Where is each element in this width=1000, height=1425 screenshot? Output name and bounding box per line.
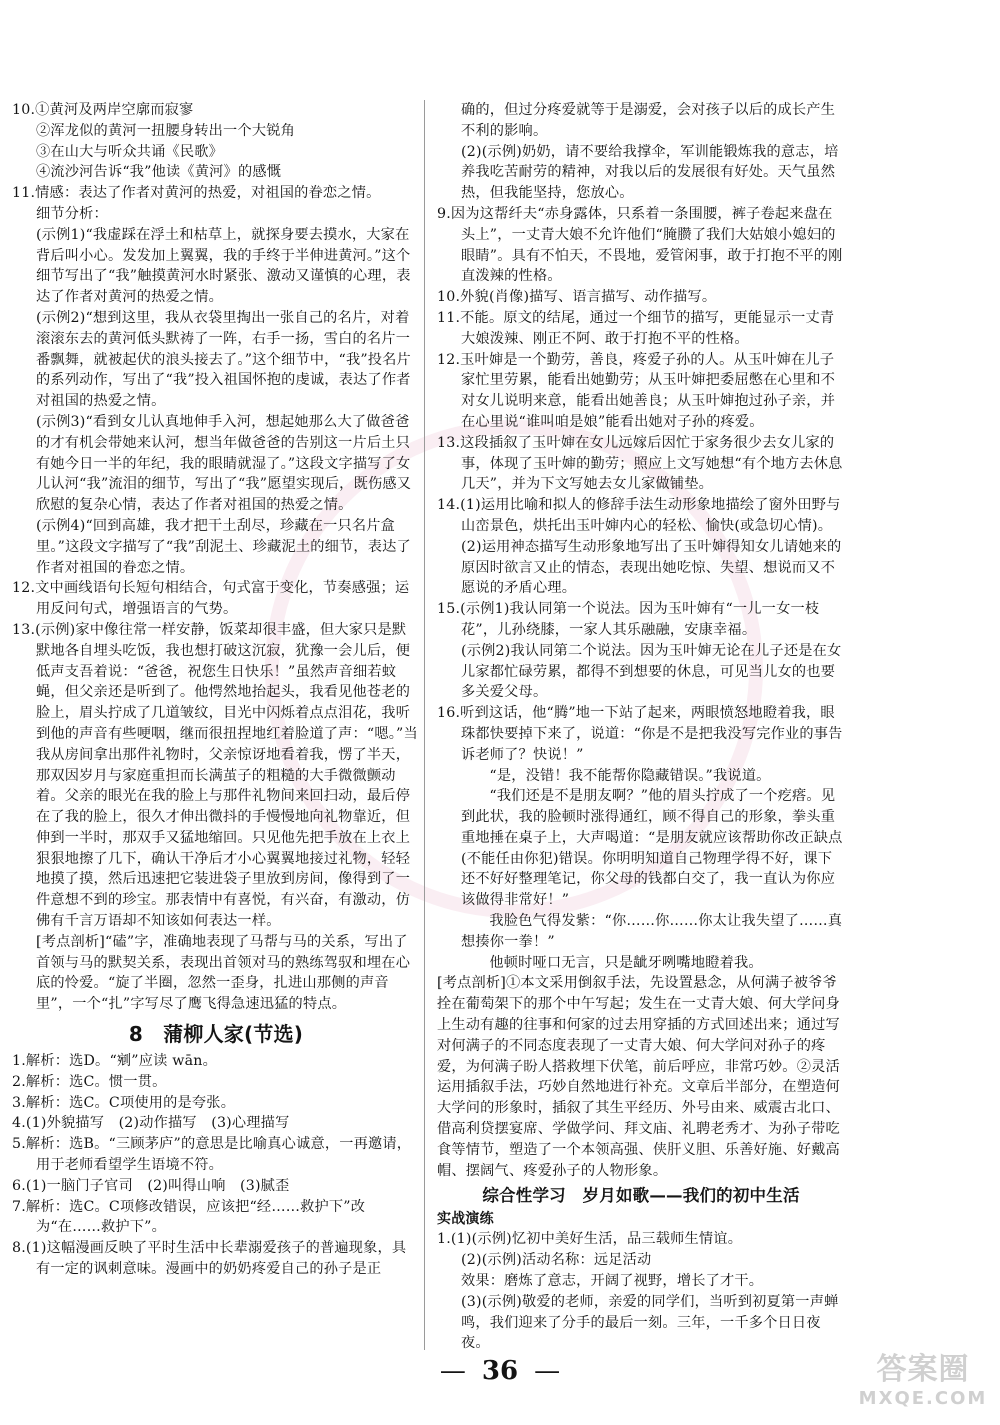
answer-16: 16.听到这话，他“腾”地一下站了起来，两眼愤怒地瞪着我，眼珠都快要掉下来了，说道：“你是不是把我没写完作业的事告诉老师了？快说！” [437, 705, 843, 763]
example-paragraph: (示例4)“回到高雄，我才把干土刮尽，珍藏在一只名片盒里。”这段文字描写了“我”刮泥土、珍藏泥土的细节，表达了作者对祖国的眷恋之情。 [36, 517, 411, 576]
practice-label: 实战演练 [437, 1211, 494, 1228]
answer-s8-2: 2.解析：选C。惯一贯。 [12, 1073, 167, 1090]
answer-11 [12, 183, 420, 578]
answer-12: 12.文中画线语句长短句相结合，句式富于变化，节奏感强；运用反问句式，增强语言的气势。 [12, 580, 410, 618]
answer-8-2: (2)(示例)奶奶，请不要给我撑伞，军训能锻炼我的意志，培养我吃苦耐劳的精神，对我以后的发展很有好处。天气虽然热，但我能坚持，您放心。 [461, 143, 839, 202]
right-column [437, 100, 845, 1354]
answer-8-continued: 确的，但过分疼爱就等于是溺爱，会对孩子以后的成长产生不利的影响。 [461, 102, 836, 139]
section-title-8: 8 蒲柳人家(节选) [128, 1022, 304, 1047]
watermark-logo-url: MXQE.COM [858, 1388, 988, 1409]
answer-s8-7: 7.解析：选C。C项修改错误，应该把“经……救护下”改为“在……救护下”。 [12, 1198, 366, 1236]
answer-s8-8: 8.(1)这幅漫画反映了平时生活中长辈溺爱孩子的普遍现象，具有一定的讽刺意味。漫画中的奶奶疼爱自己的孙子是正 [12, 1240, 407, 1278]
answer-14-1: 14.(1)运用比喻和拟人的修辞手法生动形象地描绘了窗外田野与山峦景色，烘托出玉叶婶内心的轻松、愉快(或急切心情)。 [437, 497, 841, 534]
answer-line: ③在山大与听众共诵《民歌》 [36, 143, 224, 160]
answer-15-1: 15.(示例1)我认同第一个说法。因为玉叶婶有“一儿一女一枝花”，儿孙绕膝，一家人其乐融融，安康幸福。 [437, 601, 820, 638]
column-divider [424, 100, 425, 1350]
dialogue-paragraph: “是，没错！我不能帮你隐藏错误。”我说道。 [489, 767, 771, 784]
practice-1-3: (3)(示例)敬爱的老师，亲爱的同学们，当听到初夏第一声蝉鸣，我们迎来了分手的最后一刻。三年，一千多个日日夜夜。 [461, 1293, 839, 1352]
page-dash-left: — [439, 1356, 466, 1386]
detail-label: 细节分析： [36, 205, 108, 222]
answer-s8-5: 5.解析：选B。“三顾茅庐”的意思是比喻真心诚意，一再邀请，用于老师看望学生语境不符。 [12, 1136, 412, 1174]
answer-line: ④流沙河告诉“我”他读《黄河》的感慨 [36, 164, 282, 181]
page-number [0, 1354, 1000, 1388]
answer-s8-3: 3.解析：选C。C项使用的是夸张。 [12, 1094, 236, 1111]
page-dash-right: — [534, 1356, 561, 1386]
practice-effect: 效果：磨炼了意志，开阔了视野，增长了才干。 [461, 1273, 764, 1290]
practice-1-1: 1.(1)(示例)忆初中美好生活，品三载师生情谊。 [437, 1231, 743, 1248]
left-column [12, 100, 420, 1280]
dialogue-paragraph: “我们还是不是朋友啊？”他的眉头拧成了一个疙瘩。见到此状，我的脸顿时涨得通红，顾不得自己的形象，拳头重重地捶在桌子上，大声喝道：“是朋友就应该帮助你改正缺点(不能任由你犯)错误。你明明知道自己物理学得不好，课下还不好好整理笔记，你父母的钱都白交了，我一直认为你应该做得非常好！” [461, 788, 843, 909]
answer-s8-1: 1.解析：选D。“剜”应读 wān。 [12, 1053, 217, 1070]
answer-13: 13.(示例)家中像往常一样安静，饭菜却很丰盛，但大家只是默默地各自埋头吃饭，我也想打破这沉寂，犹豫一会儿后，便低声支吾着说：“爸爸，祝您生日快乐！”虽然声音细若蚊蝇，但父亲还是听到了。他愕然地抬起头，我看见他苍老的脸上，眉头拧成了几道皱纹，目光中闪烁着点点泪花，我听到他的声音有些哽咽，继而很扭捏地红着脸道了声：“嗯。”当我从房间拿出那件礼物时，父亲惊讶地看着我，愣了半天，那双因岁月与家庭重担而长满茧子的粗糙的大手微微颤动着。父亲的眼光在我的脸上与那件礼物间来回扫动，最后停在了我的脸上，很久才伸出微抖的手慢慢地向礼物靠近，但伸到一半时，那双手又猛地缩回。只见他先把手放在上衣上狠狠地擦了几下，确认干净后才小心翼翼地接过礼物，轻轻地摸了摸，然后迅速把它装进袋子里放到房间，像得到了一件意想不到的珍宝。那表情中有喜悦，有兴奋，有激动，仿佛有千言万语却不知该如何表达一样。 [12, 621, 418, 930]
watermark-logo-text: 答案圈 [876, 1352, 970, 1387]
answer-s8-4: 4.(1)外貌描写 (2)动作描写 (3)心理描写 [12, 1115, 290, 1132]
dialogue-paragraph: 他顿时哑口无言，只是龇牙咧嘴地瞪着我。 [489, 954, 763, 971]
example-paragraph: (示例3)“看到女儿认真地伸手入河，想起她那么大了做爸爸的才有机会带她来认河，想当年做爸爸的告别这一片后土只有她今日一半的年纪，我的眼睛就湿了。”这段文字描写了女儿认河“我”流泪的细节，写出了“我”愿望实现后，既伤感又欣慰的复杂心情，表达了作者对祖国的热爱之情。 [36, 413, 412, 514]
answer-15-2: (示例2)我认同第二个说法。因为玉叶婶无论在儿子还是在女儿家都忙碌劳累，都得不到想要的休息，可见当儿女的也要多关爱父母。 [461, 642, 842, 701]
answer-12: 12.玉叶婶是一个勤劳，善良，疼爱子孙的人。从玉叶婶在儿子家忙里劳累，能看出她勤劳；从玉叶婶把委屈憋在心里和不对女儿说明来意，能看出她善良；从玉叶婶抱过孙子亲，并在心里说“谁叫咱是娘”能看出她对子孙的疼爱。 [437, 351, 836, 430]
answer-10: 10.外貌(肖像)描写、语言描写、动作描写。 [437, 289, 717, 306]
answer-line: 10.①黄河及两岸空廓而寂寥 [12, 102, 194, 118]
answer-s8-6: 6.(1)一脑门子官司 (2)叫得山响 (3)腻歪 [12, 1177, 290, 1194]
analysis-paragraph: [考点剖析]①本文采用倒叙手法，先设置悬念，从何满子被爷爷拴在葡萄架下的那个中午写起；发生在一丈青大娘、何大学问身上生动有趣的往事和何家的过去用穿插的方式回述出来；通过写对何满子的不同态度表现了一丈青大娘、何大学问对孙子的疼爱，为何满子盼人搭救埋下伏笔，前后呼应，非常巧妙。②灵活运用插叙手法，巧妙自然地进行补充。文章后半部分，在塑造何大学问的形象时，插叙了其生平经历、外号由来、威震古北口、借高利贷摆宴席、学做学问、拜文庙、礼聘老秀才、为孙子带吃食等情节，塑造了一个本领高强、侠肝义胆、乐善好施、好戴高帽、摆阔气、疼爱孙子的人物形象。 [437, 975, 840, 1179]
answer-11: 11.不能。原文的结尾，通过一个细节的描写，更能显示一丈青大娘泼辣、刚正不阿、敢于打抱不平的性格。 [437, 309, 835, 347]
dialogue-paragraph: 我脸色气得发紫：“你……你……你太让我失望了……真想揍你一拳！” [461, 913, 843, 950]
practice-1-2: (2)(示例)活动名称：远足活动 [461, 1252, 652, 1269]
answer-13: 13.这段插叙了玉叶婶在女儿远嫁后因忙于家务很少去女儿家的事，体现了玉叶婶的勤劳；照应上文写她想“有个地方去休息几天”，并为下文写她去女儿家做铺垫。 [437, 434, 843, 493]
watermark-logo [854, 1352, 992, 1420]
answer-10 [12, 100, 420, 183]
answer-line: ②浑龙似的黄河一扭腰身转出一个大锐角 [36, 122, 295, 139]
example-paragraph: (示例1)“我虚踩在浮土和枯草上，就探身要去摸水，大家在背后叫小心。发发加上翼翼，我的手终于半伸进黄河。”这个细节写出了“我”触摸黄河水时紧张、激动又谨慎的心理，表达了作者对黄河的热爱之情。 [36, 226, 411, 306]
section-title-comprehensive: 综合性学习 岁月如歌——我们的初中生活 [482, 1186, 800, 1206]
analysis-paragraph: [考点剖析]“磕”字，准确地表现了马帮与马的关系，写出了首领与马的默契关系，表现出首领对马的熟练驾驭和埋在心底的怜爱。“旋了半圈，忽然一歪身，扎进山那侧的声音里”，一个“扎”字写尽了鹰飞得急速迅猛的特点。 [36, 933, 411, 1013]
answer-9: 9.因为这帮纤夫“赤身露体，只系着一条围腰，裤子卷起来盘在头上”，一丈青大娘不允许他们“腌臜了我们大姑娘小媳妇的眼睛”。具有不怕天，不畏地，爱管闲事，敢于打抱不平的刚直泼辣的性格。 [437, 205, 843, 285]
example-paragraph: (示例2)“想到这里，我从衣袋里掏出一张自己的名片，对着滚滚东去的黄河低头默祷了一阵，右手一扬，雪白的名片一番飘舞，就被起伏的浪头接去了。”这个细节中，“我”投名片的系列动作，写出了“我”投入祖国怀抱的虔诚，表达了作者对祖国的热爱之情。 [36, 309, 411, 410]
page-number-value: 36 [481, 1356, 519, 1386]
answer-14-2: (2)运用神态描写生动形象地写出了玉叶婶得知女儿请她来的原因时欲言又止的情态，表现出她吃惊、失望、想说而又不愿说的矛盾心理。 [461, 538, 842, 597]
answer-lead: 11.情感：表达了作者对黄河的热爱，对祖国的眷恋之情。 [12, 185, 381, 202]
